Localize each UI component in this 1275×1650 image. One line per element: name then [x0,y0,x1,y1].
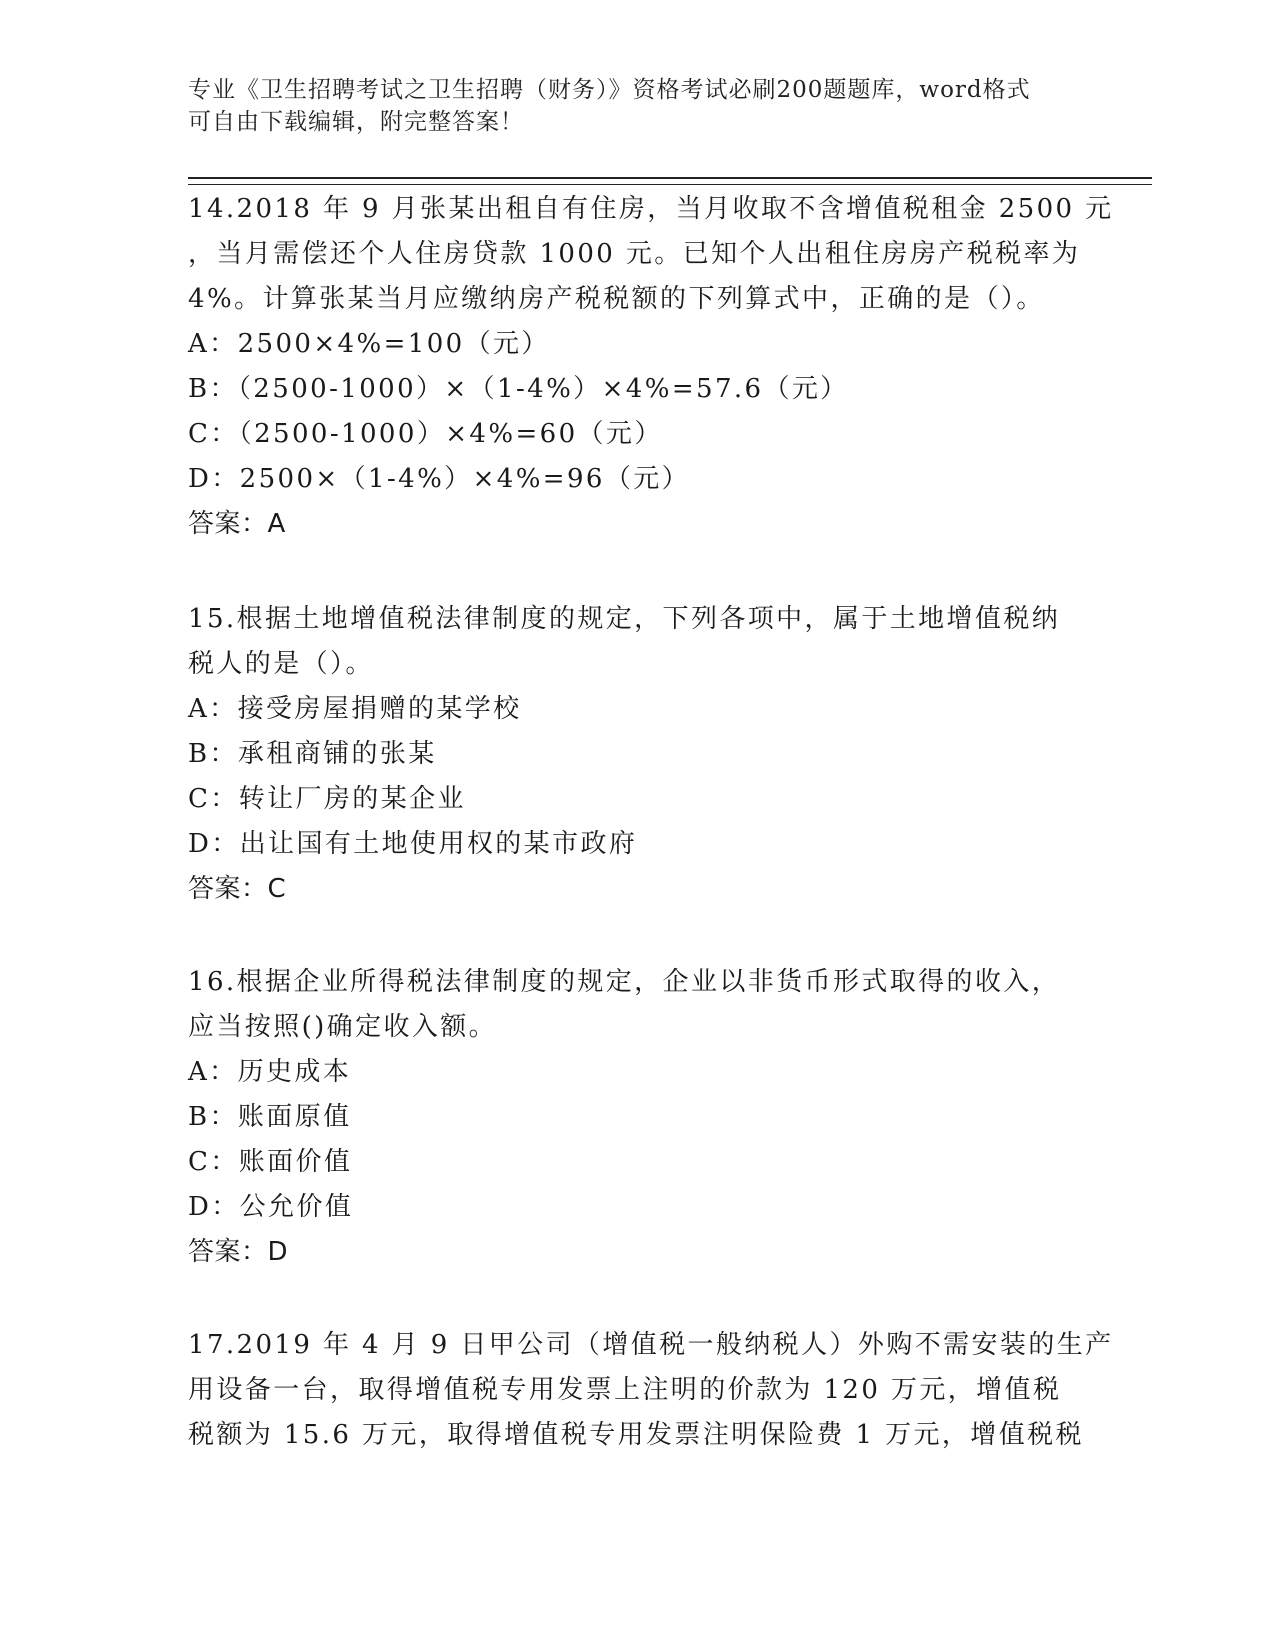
option-b: B：承租商铺的张某 [188,739,437,769]
option-c: C：账面价值 [188,1147,353,1177]
question-16 [188,960,1088,1275]
header-divider-thin [188,184,1152,185]
option-a: A：2500×4%=100（元） [188,329,550,359]
answer-label: 答案：A [188,509,286,539]
option-d: D：出让国有土地使用权的某市政府 [188,829,638,859]
option-d: D：2500×（1-4%）×4%=96（元） [188,464,691,494]
answer-label: 答案：D [188,1237,289,1267]
option-b: B：账面原值 [188,1102,352,1132]
question-stem-line: 4%。计算张某当月应缴纳房产税税额的下列算式中，正确的是（）。 [188,284,1045,314]
document-header [188,74,1068,138]
header-line-1: 专业《卫生招聘考试之卫生招聘（财务）》资格考试必刷200题题库，word格式 [188,77,1031,103]
question-stem-line: 应当按照()确定收入额。 [188,1012,498,1042]
question-15 [188,597,1088,912]
question-stem-line: 用设备一台，取得增值税专用发票上注明的价款为 120 万元，增值税 [188,1375,1062,1405]
option-b: B：（2500-1000）×（1-4%）×4%=57.6（元） [188,374,849,404]
question-17 [188,1323,1114,1458]
question-stem-line: 16.根据企业所得税法律制度的规定，企业以非货币形式取得的收入， [188,967,1061,997]
header-divider-thick [188,177,1152,179]
option-a: A：接受房屋捐赠的某学校 [188,694,522,724]
question-stem-line: 15.根据土地增值税法律制度的规定，下列各项中，属于土地增值税纳 [188,604,1061,634]
question-stem-line: 14.2018 年 9 月张某出租自有住房，当月收取不含增值税租金 2500 元 [188,194,1114,224]
option-c: C：（2500-1000）×4%=60（元） [188,419,663,449]
question-stem-line: 税额为 15.6 万元，取得增值税专用发票注明保险费 1 万元，增值税税 [188,1420,1084,1450]
question-stem-line: ，当月需偿还个人住房贷款 1000 元。已知个人出租住房房产税税率为 [188,239,1081,269]
question-stem-line: 税人的是（）。 [188,649,374,679]
option-c: C：转让厂房的某企业 [188,784,466,814]
question-stem-line: 17.2019 年 4 月 9 日甲公司（增值税一般纳税人）外购不需安装的生产 [188,1330,1114,1360]
answer-label: 答案：C [188,874,287,904]
option-a: A：历史成本 [188,1057,352,1087]
option-d: D：公允价值 [188,1192,354,1222]
header-line-2: 可自由下载编辑，附完整答案！ [188,109,524,135]
question-14 [188,187,1114,547]
